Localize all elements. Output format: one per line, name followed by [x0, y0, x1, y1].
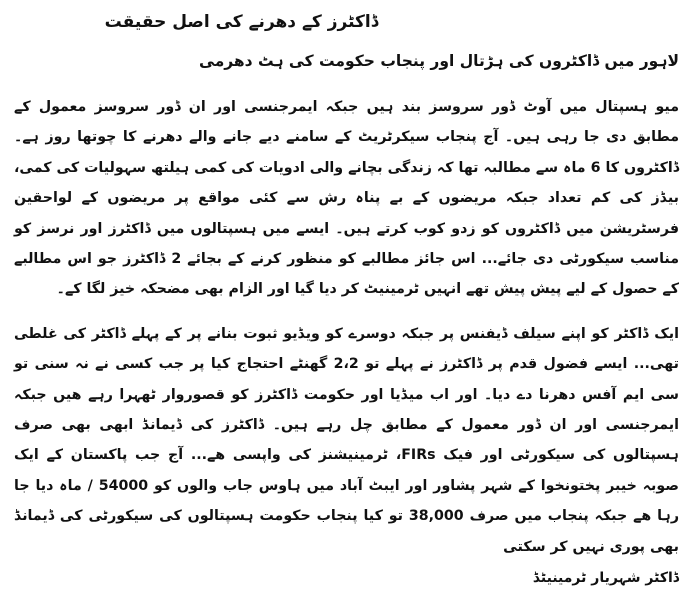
article-signature: ڈاکٹر شہریار ٹرمینیٹڈ: [532, 570, 679, 587]
article-title: ڈاکٹرز کے دھرنے کی اصل حقیقت: [104, 12, 379, 32]
article-subtitle: لاہور میں ڈاکٹروں کی ہڑتال اور پنجاب حکومت کی ہٹ دھرمی: [199, 52, 679, 70]
article-paragraph: میو ہسپتال میں آوٹ ڈور سروسز بند ہیں جبکہ ایمرجنسی اور ان ڈور سروسز معمول کے مطابق دی جا رہی ہیں۔ آج پنجاب سیکرٹریٹ کے سامنے دیے جانے والے دھرنے کا چوتھا روز ہے۔ ڈاکٹروں کا 6 ماہ سے مطالبہ تھا کہ زندگی بچانے والی ادویات کی کمی ہیلتھ سہولیات کی کمی، بیڈز کی کم تعداد جبکہ مریضوں کے بے پناہ رش سے کئی مواقع پر مریضوں کے لواحقین فرسٹریشن میں ڈاکٹروں کو زدو کوب کرتے ہیں۔ ایسے میں ہسپتالوں میں ڈاکٹرز اور نرسز کو مناسب سیکورٹی دی جائے... اس جائز مطالبے کو منظور کرنے کے بجائے 2 ڈاکٹرز جو اس مطالبے کے حصول کے لیے پیش پیش تھے انہیں ٹرمینیٹ کر دیا گیا اور الزام بھی مضحکہ خیز لگا کے۔: [14, 99, 680, 298]
article-paragraph: ایک ڈاکٹر کو اپنے سیلف ڈیفنس پر جبکہ دوسرے کو ویڈیو ثبوت بنانے پر کے پہلے ڈاکٹر کی غلطی تھی... ایسے فضول قدم پر ڈاکٹرز نے پہلے تو 2،2 گھنٹے احتجاج کیا پر جب کسی نے نہ سنی تو سی ایم آفس دھرنا دے دیا۔ اور اب میڈیا اور حکومت ڈاکٹرز کو قصوروار ٹھہرا رہے ھیں جبکہ ایمرجنسی اور ان ڈور معمول کے مطابق چل رہے ہیں۔ ڈاکٹرز کی ڈیمانڈ ابھی بھی صرف ہسپتالوں کی سیکورٹی اور فیک FIRs، ٹرمینیشنز کی واپسی ھے... آج جب پاکستان کے ایک صوبہ خیبر پختونخوا کے شہر پشاور اور ایبٹ آباد میں ہاوس جاب والوں کو 54000 / ماہ دیا جا رہا ھے جبکہ پنجاب میں صرف 38,000 تو کیا پنجاب حکومت ہسپتالوں کی سیکورٹی کی ڈیمانڈ بھی پوری نہیں کر سکتی: [14, 325, 679, 555]
